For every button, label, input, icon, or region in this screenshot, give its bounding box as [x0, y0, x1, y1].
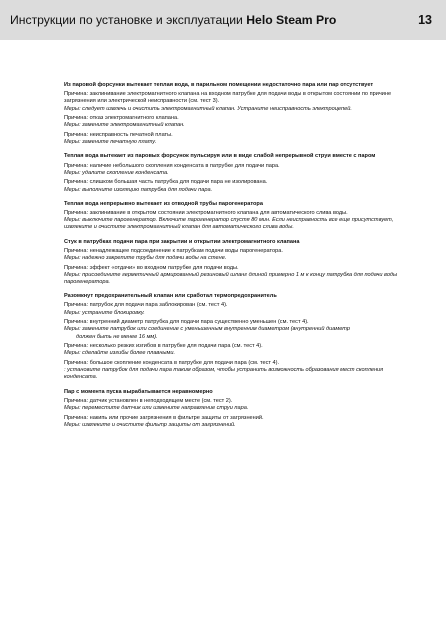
section-warm-water-from-nozzle [64, 82, 414, 146]
section-safety-valve [64, 293, 414, 381]
cause-text: Причина: отказ электромагнитного клапана. [64, 115, 179, 122]
cause-text: Причина: слишком большая часть патрубка для подачи пара не изолирована. [64, 179, 268, 186]
section-title: Пар с момента пуска вырабатывается неравномерно [64, 388, 213, 395]
measure-text: Меры: удалите скопление конденсата. [64, 169, 169, 176]
title-text: Инструкции по установке и эксплуатации [10, 13, 247, 27]
list-item [64, 319, 414, 341]
list-item [64, 302, 414, 316]
cause-text: Причина: эффект «отдачи» во входном патрубке для подачи воды. [64, 264, 239, 271]
section-pulsing-water [64, 153, 414, 193]
list-item [64, 398, 414, 412]
list-item [64, 265, 414, 287]
list-item [64, 360, 414, 382]
page-header [0, 0, 446, 40]
section-title: Теплая вода непрерывно вытекает из отводной трубы парогенератора [64, 200, 263, 207]
section-title: Из паровой форсунки вытекает теплая вода, в парильном помещении недостаточно пара или пар отсутствует [64, 82, 374, 88]
cause-text: Причина: ненадлежащее подсоединение к патрубкам подачи воды парогенератора. [64, 247, 283, 254]
cause-text: Причина: несколько резких изгибов в патрубке для подачи пара (см. тест 4). [64, 343, 263, 350]
cause-text: Причина: накипь или прочие загрязнения в фильтре защиты от загрязнений. [64, 414, 264, 421]
list-item [64, 132, 414, 146]
section-uneven-steam [64, 389, 414, 429]
cause-text: Причина: неисправность печатной платы. [64, 132, 173, 138]
measure-text: Меры: выполните изоляцию патрубка для подачи пара. [64, 186, 213, 193]
measure-text-continued: должен быть не менее 16 мм). [76, 333, 158, 340]
measure-text: Меры: замените печатную плату. [64, 139, 157, 146]
cause-text: Причина: патрубок для подачи пара заблокирован (см. тест 4). [64, 302, 228, 309]
list-item [64, 179, 414, 193]
measure-text: Меры: присоедините герметичный армированный резиновый шланг длиной примерно 1 м к концу патрубка для подачи воды парогенератора. [64, 271, 398, 286]
section-title: Разомкнут предохранительный клапан или сработал термопредохранитель [64, 293, 277, 300]
section-drain-leak [64, 201, 414, 232]
cause-text: Причина: наличие небольшого скопления конденсата в патрубке для подачи пара. [64, 162, 280, 169]
measure-text: : установите патрубок для подачи пара таким образом, чтобы устранить возможность образования мест скопления конденсата. [64, 367, 384, 381]
list-item [64, 210, 414, 232]
measure-text: Меры: сделайте изгибы более плавными. [64, 350, 176, 357]
measure-text: Меры: замените патрубок или соединение с уменьшенным внутренним диаметром (внутренний диаметр [64, 326, 350, 333]
list-item [64, 343, 414, 357]
measure-text: Меры: замените электромагнитный клапан. [64, 122, 185, 129]
measure-text: Меры: устраните блокировку. [64, 309, 145, 316]
cause-text: Причина: большое скопление конденсата в патрубке для подачи пара (см. тест 4). [64, 360, 280, 367]
measure-text: Меры: переместите датчик или измените направление струи пара. [64, 405, 249, 412]
list-item [64, 163, 414, 177]
measure-text: Меры: надежно закрепите трубы для подачи воды на стене. [64, 255, 227, 262]
troubleshooting-content [64, 82, 414, 436]
measure-text: Меры: выключите парогенератор. Включите парогенератор спустя 80 мин. Если неисправность все еще присутствует, извлеките и очистите электромагнитный клапан для автоматического слива воды. [64, 217, 394, 231]
list-item [64, 91, 414, 113]
section-title: Стук в патрубках подачи пара при закрытии и открытии электромагнитного клапана [64, 238, 300, 245]
section-title: Теплая вода вытекает из паровых форсунок пульсируя или в виде слабой непрерывной струи вместе с паром [64, 153, 376, 160]
list-item [64, 248, 414, 262]
measure-text: Меры: следует извлечь и очистить электромагнитный клапан. Устраните неисправность электроцепей. [64, 105, 352, 112]
list-item [64, 415, 414, 429]
list-item [64, 115, 414, 129]
cause-text: Причина: заклинивание в открытом состоянии электромагнитного клапана для автоматического слива воды. [64, 210, 348, 217]
cause-text: Причина: датчик установлен в неподходящем месте (см. тест 2). [64, 397, 233, 404]
measure-text: Меры: извлеките и очистите фильтр защиты от загрязнений. [64, 421, 236, 428]
cause-text: Причина: внутренний диаметр патрубка для подачи пара существенно уменьшен (см. тест 4). [64, 319, 309, 326]
cause-text: Причина: заклинивание электромагнитного клапана на входном патрубке для подачи воды в открытом состоянии по причине загрязнения или электрической неисправности (см. тест 3). [64, 91, 392, 105]
page-number: 13 [418, 13, 432, 27]
section-knocking-pipes [64, 239, 414, 287]
brand-name: Helo Steam Pro [246, 13, 337, 27]
page-title [10, 13, 336, 27]
